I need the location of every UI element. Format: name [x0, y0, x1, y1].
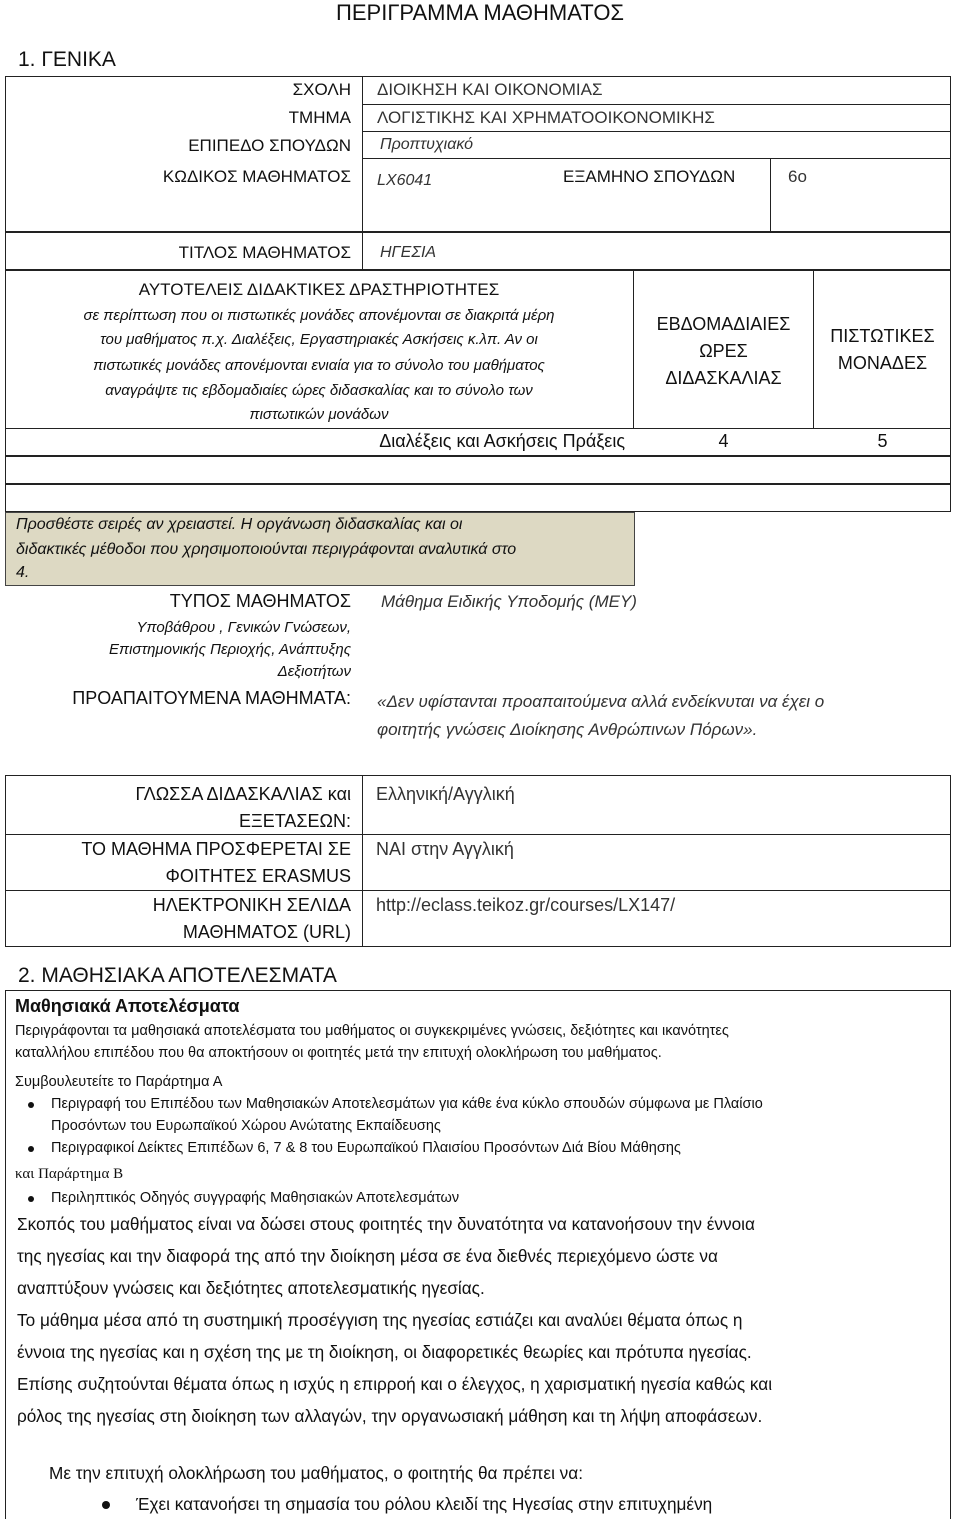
course-title-divider [362, 232, 363, 270]
url-label: ΗΛΕΚΤΡΟΝΙΚΗ ΣΕΛΙΔΑ [152, 895, 351, 915]
course-title-value: ΗΓΕΣΙΑ [380, 244, 437, 261]
course-type-sub: Επιστημονικής Περιοχής, Ανάπτυξης [109, 641, 351, 658]
erasmus-label: ΤΟ ΜΑΘΗΜΑ ΠΡΟΣΦΕΡΕΤΑΙ ΣΕ [81, 839, 351, 859]
prerequisites-value: φοιτητής γνώσεις Διοίκησης Ανθρώπινων Πόρων». [377, 720, 758, 739]
activities-desc: αναγράψτε τις εβδομαδιαίες ώρες διδασκαλίας και το σύνολο των [105, 382, 533, 399]
empty-row [5, 456, 951, 484]
activities-desc: σε περίπτωση που οι πιστωτικές μονάδες απονέμονται σε διακριτά μέρη [83, 307, 555, 324]
row-divider [5, 428, 951, 429]
paragraph-1: Σκοπός του μαθήματος είναι να δώσει στους φοιτητές την δυνατότητα να κατανοήσουν την έννοια [17, 1214, 755, 1234]
paragraph-2: Το μάθημα μέσα από τη συστημική προσέγγιση της ηγεσίας εστιάζει και αναλύει θέματα όπως η [17, 1310, 743, 1330]
empty-row [5, 484, 951, 512]
row-divider [362, 104, 951, 105]
course-type-value: Μάθημα Ειδικής Υποδομής (ΜΕΥ) [381, 592, 637, 611]
school-value: ΔΙΟΙΚΗΣΗ ΚΑΙ ΟΙΚΟΝΟΜΙΑΣ [377, 80, 603, 99]
note-text: 4. [16, 564, 30, 581]
annex-a-item: Περιγραφή του Επιπέδου των Μαθησιακών Αποτελεσμάτων για κάθε ένα κύκλο σπουδών σύμφωνα με Πλαίσιο [51, 1096, 763, 1112]
erasmus-value: ΝΑΙ στην Αγγλική [376, 839, 514, 859]
activities-desc: του μαθήματος π.χ. Διαλέξεις, Εργαστηριακές Ασκήσεις κ.λπ. Αν οι [100, 331, 538, 348]
section-1-heading: 1. ΓΕΝΙΚΑ [18, 48, 116, 71]
bullet-icon [28, 1146, 34, 1152]
paragraph-1: αναπτύξουν γνώσεις και δεξιότητες αποτελεσματικής ηγεσίας. [17, 1278, 485, 1298]
paragraph-2: ρόλος της ηγεσίας στη διοίκηση των αλλαγών, την οργανωσιακή μάθηση και τη λήψη αποφάσεων. [17, 1406, 763, 1426]
weekly-hours-header: ΔΙΔΑΣΚΑΛΙΑΣ [665, 368, 782, 388]
erasmus-label: ΦΟΙΤΗΤΕΣ ERASMUS [165, 866, 351, 886]
code-label: ΚΩΔΙΚΟΣ ΜΑΘΗΜΑΤΟΣ [162, 167, 351, 186]
row-divider [5, 890, 951, 891]
school-label: ΣΧΟΛΗ [292, 80, 351, 99]
row-divider [362, 131, 951, 132]
learning-outcomes-desc: καταλλήλου επιπέδου που θα αποκτήσουν οι φοιτητές μετά την επιτυχή ολοκλήρωση του μαθήματος. [15, 1045, 662, 1061]
annex-a-item: Προσόντων του Ευρωπαϊκού Χώρου Ανώτατης Εκπαίδευσης [51, 1118, 441, 1134]
activities-heading: ΑΥΤΟΤΕΛΕΙΣ ΔΙΔΑΚΤΙΚΕΣ ΔΡΑΣΤΗΡΙΟΤΗΤΕΣ [138, 280, 500, 299]
credits-header: ΜΟΝΑΔΕΣ [837, 353, 928, 373]
paragraph-3-bullet: Έχει κατανοήσει τη σημασία του ρόλου κλειδί της Ηγεσίας στην επιτυχημένη [136, 1494, 713, 1514]
language-table-divider [362, 775, 363, 947]
activity-credits: 5 [877, 431, 888, 451]
course-title-label: ΤΙΤΛΟΣ ΜΑΘΗΜΑΤΟΣ [178, 243, 351, 262]
dept-label: ΤΜΗΜΑ [288, 108, 351, 127]
level-label: ΕΠΙΠΕΔΟ ΣΠΟΥΔΩΝ [188, 136, 351, 155]
learning-outcomes-heading: Μαθησιακά Αποτελέσματα [15, 996, 240, 1016]
activity-row-label: Διαλέξεις και Ασκήσεις Πράξεις [379, 431, 625, 451]
course-type-label: ΤΥΠΟΣ ΜΑΘΗΜΑΤΟΣ [169, 591, 351, 611]
course-type-sub: Υποβάθρου , Γενικών Γνώσεων, [136, 619, 351, 636]
activity-hours: 4 [718, 431, 729, 451]
learning-outcomes-desc: Περιγράφονται τα μαθησιακά αποτελέσματα του μαθήματος οι συγκεκριμένες γνώσεις, δεξιότητες και ικανότητες [15, 1023, 729, 1039]
credits-header: ΠΙΣΤΩΤΙΚΕΣ [830, 326, 935, 346]
course-type-sub: Δεξιοτήτων [277, 663, 351, 680]
language-label: ΓΛΩΣΣΑ ΔΙΔΑΣΚΑΛΙΑΣ και [135, 784, 351, 804]
and-annex-b: και Παράρτημα Β [15, 1166, 124, 1182]
course-url-link[interactable]: http://eclass.teikoz.gr/courses/LX147/ [376, 895, 676, 915]
language-value: Ελληνική/Αγγλική [376, 784, 515, 804]
consult-annex-a: Συμβουλευτείτε το Παράρτημα Α [15, 1074, 223, 1090]
weekly-hours-header: ΩΡΕΣ [699, 341, 748, 361]
bullet-icon [28, 1102, 34, 1108]
dept-value: ΛΟΓΙΣΤΙΚΗΣ ΚΑΙ ΧΡΗΜΑΤΟΟΙΚΟΝΟΜΙΚΗΣ [377, 108, 715, 127]
row-divider [5, 834, 951, 835]
language-label: ΕΞΕΤΑΣΕΩΝ: [239, 811, 351, 831]
prerequisites-value: «Δεν υφίστανται προαπαιτούμενα αλλά ενδείκνυται να έχει ο [377, 692, 825, 711]
level-value: Προπτυχιακό [380, 136, 474, 153]
bullet-icon [102, 1501, 110, 1509]
note-text: διδακτικές μέθοδοι που χρησιμοποιούνται περιγράφονται αναλυτικά στο [16, 541, 517, 558]
paragraph-1: της ηγεσίας και την διαφορά της από την διοίκηση μέσα σε ένα διεθνές περιεχόμενο ώστε να [17, 1246, 718, 1266]
bullet-icon [28, 1196, 34, 1202]
paragraph-2: έννοια της ηγεσίας και η σχέση της με τη διοίκηση, οι διαφορετικές θεωρίες και πρότυπα ηγεσίας. [17, 1342, 752, 1362]
section-2-heading: 2. ΜΑΘΗΣΙΑΚΑ ΑΠΟΤΕΛΕΣΜΑΤΑ [18, 964, 337, 987]
annex-b-item: Περιληπτικός Οδηγός συγγραφής Μαθησιακών Αποτελεσμάτων [51, 1190, 460, 1206]
activities-desc: πιστωτικές μονάδες απονέμονται ενιαία για το σύνολο του μαθήματος [93, 357, 545, 374]
semester-value: 6ο [788, 167, 807, 186]
paragraph-2: Επίσης συζητούνται θέματα όπως η ισχύς η επιρροή και ο έλεγχος, η χαρισματική ηγεσία καθώς και [17, 1374, 773, 1394]
annex-a-item: Περιγραφικοί Δείκτες Επιπέδων 6, 7 & 8 του Ευρωπαϊκού Πλαισίου Προσόντων Διά Βίου Μάθησης [51, 1140, 681, 1156]
semester-label: ΕΞΑΜΗΝΟ ΣΠΟΥΔΩΝ [563, 167, 736, 186]
activities-desc: πιστωτικών μονάδων [249, 406, 389, 423]
note-text: Προσθέστε σειρές αν χρειαστεί. Η οργάνωση διδασκαλίας και οι [16, 516, 463, 533]
paragraph-3: Με την επιτυχή ολοκλήρωση του μαθήματος, ο φοιτητής θα πρέπει να: [49, 1463, 583, 1483]
weekly-hours-header: ΕΒΔΟΜΑΔΙΑΙΕΣ [656, 314, 791, 334]
url-label: ΜΑΘΗΜΑΤΟΣ (URL) [182, 922, 351, 942]
code-value: LX6041 [377, 172, 433, 189]
page-title: ΠΕΡΙΓΡΑΜΜΑ ΜΑΘΗΜΑΤΟΣ [335, 0, 625, 25]
prerequisites-label: ΠΡΟΑΠΑΙΤΟΥΜΕΝΑ ΜΑΘΗΜΑΤΑ: [72, 688, 351, 708]
